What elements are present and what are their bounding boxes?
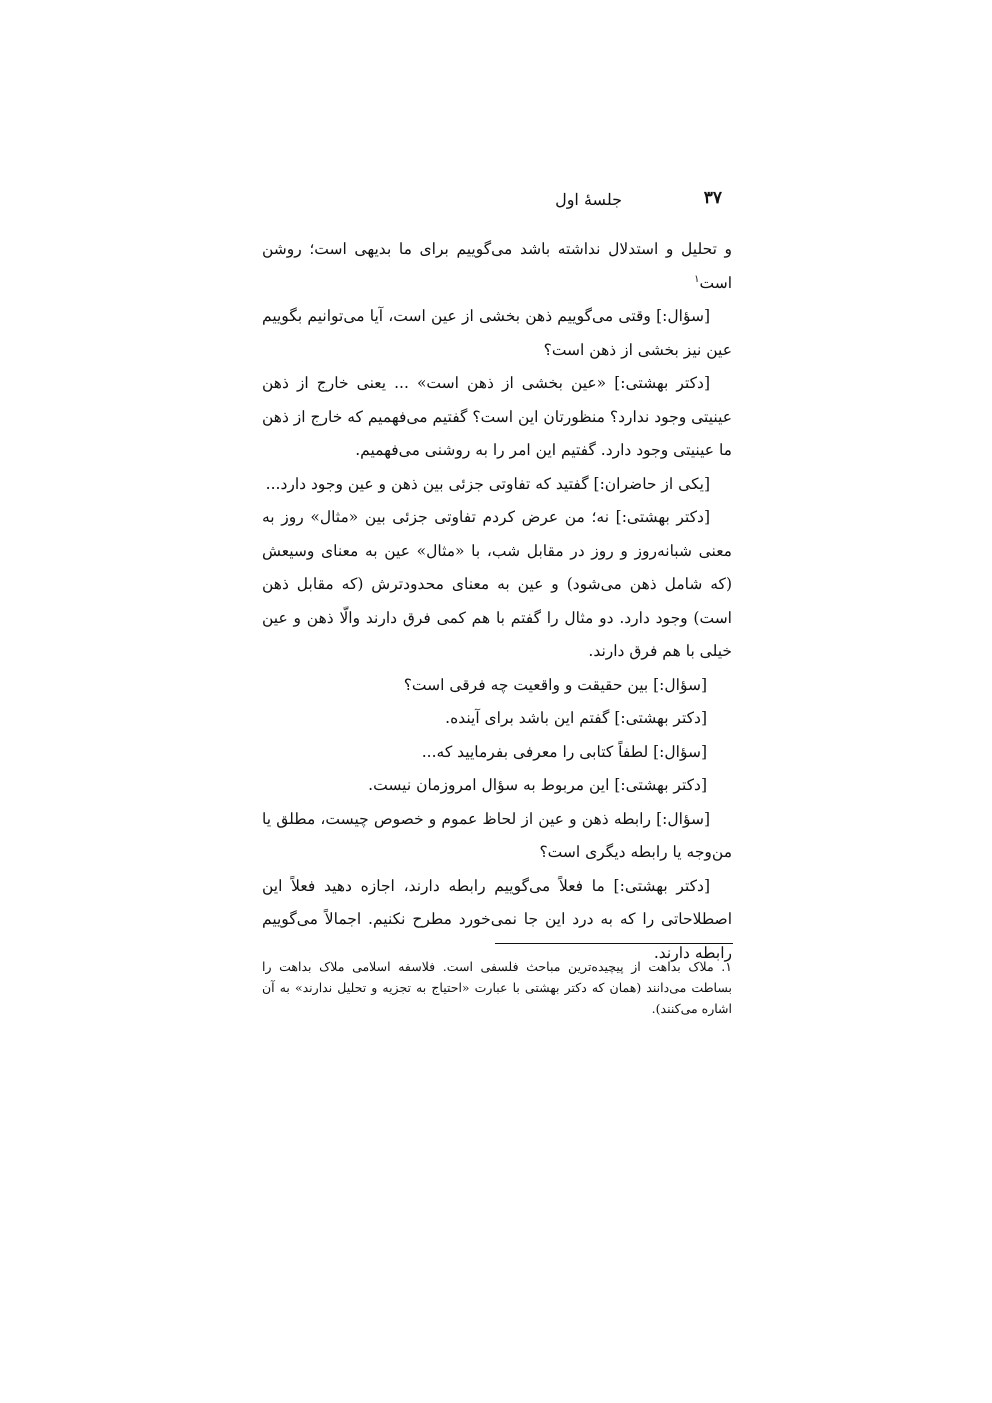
paragraph: [سؤال:] بین حقیقت و واقعیت چه فرقی است؟ — [403, 675, 707, 694]
paragraph: [دکتر بهشتی:] این مربوط به سؤال امروزمان نیست. — [368, 776, 707, 794]
paragraph: [دکتر بهشتی:] نه؛ من عرض کردم تفاوتی جزئی بین «مثال» روز به معنی شبانه‌روز و روز در مقابل شب، با «مثال» عین به معنای وسیعش (که شامل ذهن می‌شود) و عین به معنای محدودترش (که مقابل ذهن است) وجود دارد. دو مثال را گفتم با هم کمی فرق دارند والّا ذهن و عین خیلی با هم فرق دارند. — [262, 508, 732, 660]
paragraph: [سؤال:] رابطه ذهن و عین از لحاظ عموم و خصوص چیست، مطلق یا من‌وجه یا رابطه دیگری است؟ — [262, 809, 732, 861]
paragraph — [262, 233, 732, 300]
paragraph: [سؤال:] لطفاً کتابی را معرفی بفرمایید که... — [421, 742, 707, 761]
paragraph: [دکتر بهشتی:] ما فعلاً می‌گوییم رابطه دارند، اجازه دهید فعلاً این اصطلاحاتی را که به درد این جا نمی‌خورد مطرح نکنیم. اجمالاً می‌گوییم رابطه دارند. — [262, 876, 732, 962]
paragraph: [دکتر بهشتی:] گفتم این باشد برای آینده. — [445, 709, 707, 727]
main-text — [262, 233, 732, 970]
paragraph-text: و تحلیل و استدلال نداشته باشد می‌گوییم برای ما بدیهی است؛ روشن است — [262, 240, 732, 292]
paragraph: [سؤال:] وقتی می‌گوییم ذهن بخشی از عین است، آیا می‌توانیم بگوییم عین نیز بخشی از ذهن است؟ — [262, 307, 732, 359]
footnote: ۱. ملاک بداهت از پیچیده‌ترین مباحث فلسفی است. فلاسفه اسلامی ملاک بداهت را بساطت می‌دانند (همان که دکتر بهشتی با عبارت «احتیاج به تجزیه و تحلیل ندارند» به آن اشاره می‌کنند). — [262, 959, 732, 1016]
running-header — [262, 186, 732, 216]
page-number: ۳۷ — [703, 188, 722, 208]
session-title: جلسۀ اول — [555, 190, 622, 209]
footnote-divider — [495, 943, 733, 944]
paragraph: [یکی از حاضران:] گفتید که تفاوتی جزئی بین ذهن و عین وجود دارد... — [265, 474, 710, 493]
footnote-reference: ۱ — [694, 273, 700, 285]
paragraph: [دکتر بهشتی:] «عین بخشی از ذهن است» ... یعنی خارج از ذهن عینیتی وجود ندارد؟ منظورتان این است؟ گفتیم می‌فهمیم که خارج از ذهن ما عینیتی وجود دارد. گفتیم این امر را به روشنی می‌فهمیم. — [262, 374, 732, 459]
